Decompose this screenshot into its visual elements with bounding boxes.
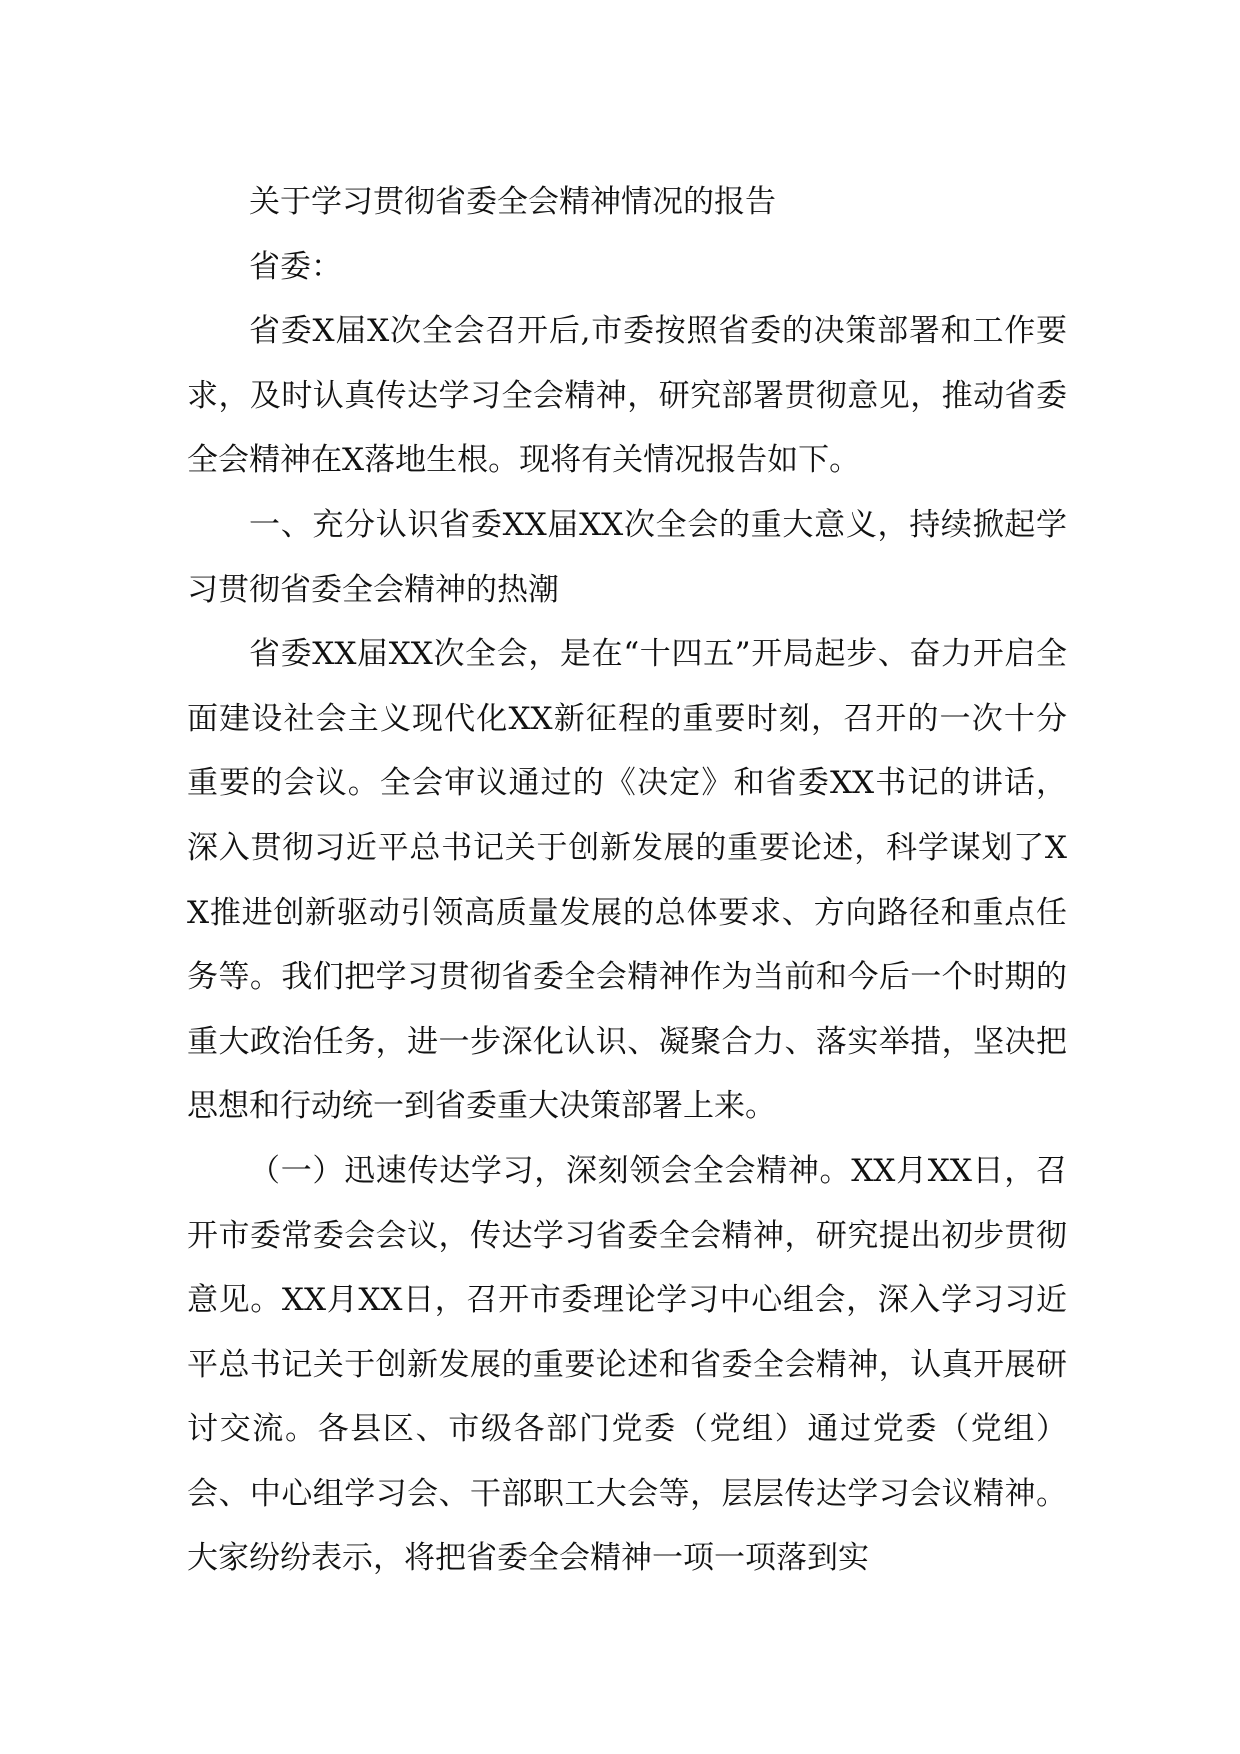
body-paragraph: 省委XX届XX次全会，是在“十四五”开局起步、奋力开启全面建设社会主义现代化XX新征程的重要时刻，召开的一次十分重要的会议。全会审议通过的《决定》和省委XX书记的讲话，深入贯彻习近平总书记关于创新发展的重要论述，科学谋划了XX推进创新驱动引领高质量发展的总体要求、方向路径和重点任务等。我们把学习贯彻省委全会精神作为当前和今后一个时期的重大政治任务，进一步深化认识、凝聚合力、落实举措，坚决把思想和行动统一到省委重大决策部署上来。 [187, 636, 1067, 1125]
document-title: 关于学习贯彻省委全会精神情况的报告 [249, 184, 776, 220]
salutation: 省委： [249, 248, 342, 285]
document-body [187, 170, 1067, 1591]
intro-paragraph: 省委X届X次全会召开后,市委按照省委的决策部署和工作要求，及时认真传达学习全会精神，研究部署贯彻意见，推动省委全会精神在X落地生根。现将有关情况报告如下。 [187, 313, 1067, 479]
section-heading-1: 一、充分认识省委XX届XX次全会的重大意义，持续掀起学习贯彻省委全会精神的热潮 [187, 506, 1067, 608]
subsection-paragraph-1: （一）迅速传达学习，深刻领会全会精神。XX月XX日，召开市委常委会会议，传达学习省委全会精神，研究提出初步贯彻意见。XX月XX日，召开市委理论学习中心组会，深入学习习近平总书记关于创新发展的重要论述和省委全会精神，认真开展研讨交流。各县区、市级各部门党委（党组）通过党委（党组）会、中心组学习会、干部职工大会等，层层传达学习会议精神。大家纷纷表示，将把省委全会精神一项一项落到实 [187, 1152, 1067, 1577]
